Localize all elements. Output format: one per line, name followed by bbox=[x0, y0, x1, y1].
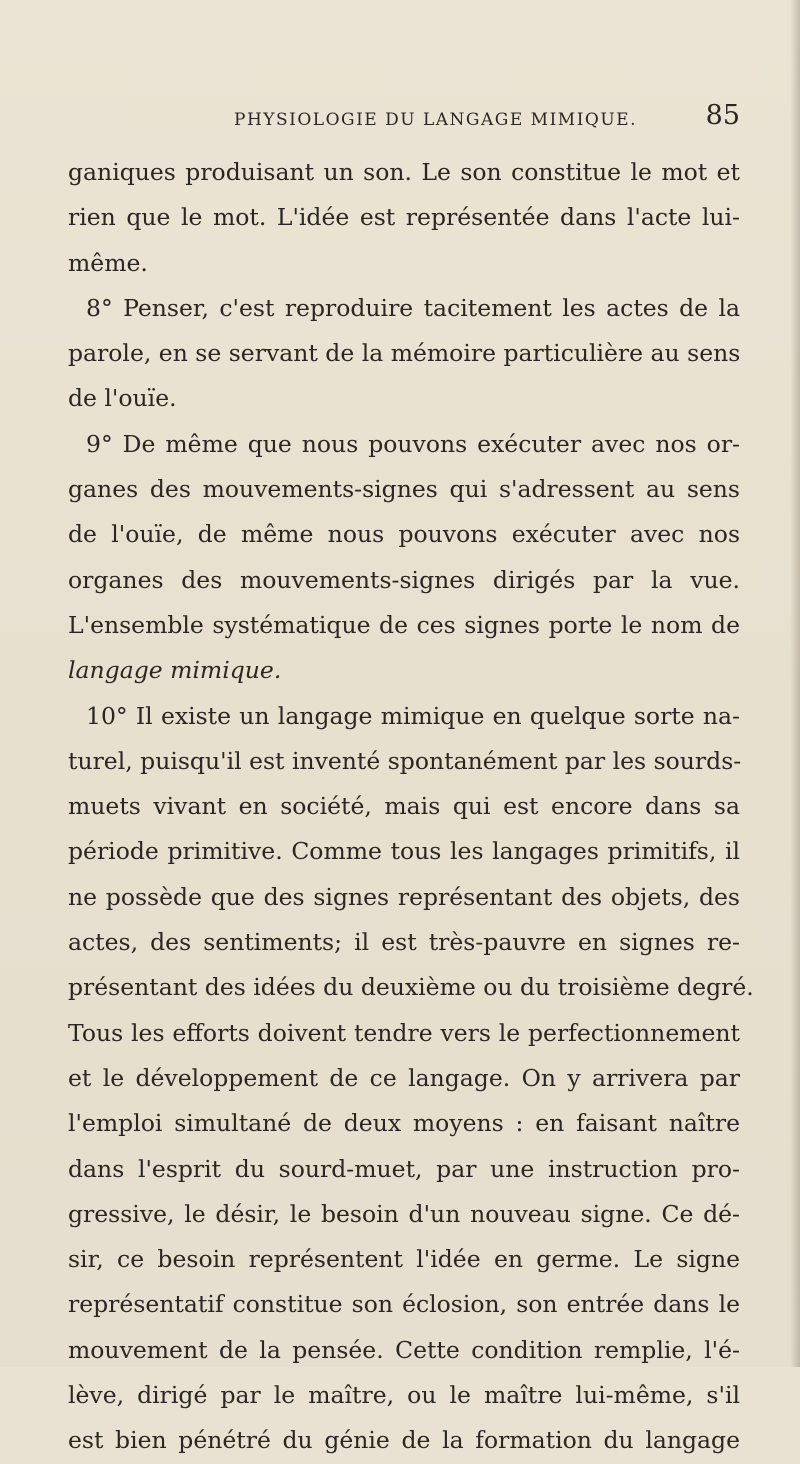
text-line: langage mimique. bbox=[68, 656, 282, 685]
text-line: l'emploi simultané de deux moyens : en faisant naître bbox=[68, 1109, 740, 1138]
page-number: 85 bbox=[705, 100, 740, 131]
page-body bbox=[68, 150, 754, 1464]
text-line: actes, des sentiments; il est très-pauvre en signes re- bbox=[68, 928, 740, 957]
text-line: même. bbox=[68, 248, 148, 277]
text-line: dans l'esprit du sourd-muet, par une instruction pro- bbox=[68, 1154, 740, 1183]
text-line: 10° Il existe un langage mimique en quelque sorte na- bbox=[86, 701, 740, 730]
text-line: Tous les efforts doivent tendre vers le perfectionnement bbox=[68, 1018, 740, 1047]
text-line: L'ensemble systématique de ces signes porte le nom de bbox=[68, 610, 740, 639]
text-line: organes des mouvements-signes dirigés par la vue. bbox=[68, 565, 740, 594]
text-line: gressive, le désir, le besoin d'un nouveau signe. Ce dé- bbox=[68, 1199, 740, 1228]
text-line: ne possède que des signes représentant des objets, des bbox=[68, 882, 740, 911]
text-line: muets vivant en société, mais qui est encore dans sa bbox=[68, 792, 740, 821]
text-line: sir, ce besoin représentent l'idée en germe. Le signe bbox=[68, 1245, 740, 1274]
text-line: et le développement de ce langage. On y arrivera par bbox=[68, 1063, 740, 1092]
text-line: 9° De même que nous pouvons exécuter avec nos or- bbox=[86, 429, 740, 458]
text-line: mouvement de la pensée. Cette condition remplie, l'é- bbox=[68, 1335, 740, 1364]
text-line: ganes des mouvements-signes qui s'adressent au sens bbox=[68, 475, 740, 504]
page-edge-shadow bbox=[790, 0, 800, 1367]
text-line: de l'ouïe. bbox=[68, 384, 177, 413]
text-line: ganiques produisant un son. Le son constitue le mot et bbox=[68, 158, 740, 186]
text-line: parole, en se servant de la mémoire particulière au sens bbox=[68, 339, 741, 368]
text-line: période primitive. Comme tous les langages primitifs, il bbox=[68, 837, 740, 866]
text-line: rien que le mot. L'idée est représentée dans l'acte lui- bbox=[68, 203, 740, 232]
text-line: turel, puisqu'il est inventé spontanément par les sourds- bbox=[68, 746, 742, 775]
text-line: est bien pénétré du génie de la formation du langage bbox=[68, 1426, 740, 1455]
text-line: lève, dirigé par le maître, ou le maître lui-même, s'il bbox=[68, 1381, 740, 1410]
text-line: représentatif constitue son éclosion, son entrée dans le bbox=[68, 1290, 740, 1319]
text-line: de l'ouïe, de même nous pouvons exécuter avec nos bbox=[68, 520, 740, 549]
text-line: 8° Penser, c'est reproduire tacitement les actes de la bbox=[86, 293, 740, 322]
page-header bbox=[68, 100, 740, 140]
running-title: PHYSIOLOGIE DU LANGAGE MIMIQUE. bbox=[234, 110, 637, 130]
text-line: présentant des idées du deuxième ou du troisième degré. bbox=[68, 973, 754, 1002]
